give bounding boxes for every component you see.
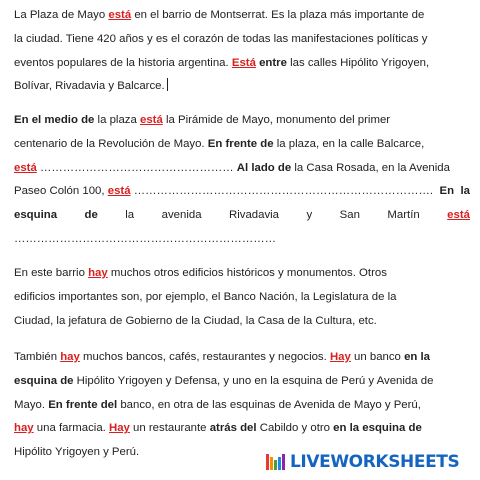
p1-line-4: Bolívar, Rivadavia y Balcarce. [14,75,470,99]
paragraph-1 [14,4,470,99]
p3-line-1: En este barrio hay muchos otros edificios históricos y monumentos. Otros [14,267,387,279]
text-cursor [167,78,168,91]
answer-hay[interactable]: hay [60,351,80,363]
blank-dots[interactable]: …………………………………………… [36,161,237,174]
answer-esta[interactable]: está [107,185,131,198]
answer-esta[interactable]: Está [231,56,256,69]
answer-esta[interactable]: está [14,161,37,174]
keyword-entre: entre [255,56,287,69]
p4-line-1: También hay muchos bancos, cafés, restaurantes y negocios. Hay un banco en la [14,351,431,363]
answer-hay[interactable]: hay [88,267,108,279]
p4-line-3: Mayo. En frente del banco, en otra de las esquinas de Avenida de Mayo y Perú, [14,398,421,411]
answer-hay[interactable]: Hay [329,351,351,363]
p2-line-3: está …………………………………………… Al lado de la Casa Rosada, en la Avenida [14,161,450,174]
keyword-en-frente: En frente del [48,398,118,411]
p2-line-2: centenario de la Revolución de Mayo. En frente de la plaza, en la calle Balcarce, [14,137,425,150]
p4-line-5: Hipólito Yrigoyen y Perú. [14,446,140,459]
brand-wordmark: LIVEWORKSHEETS [290,452,460,472]
answer-esta[interactable]: está [447,209,470,222]
p2-line-5: esquina de la avenida Rivadavia y San Martín está [14,204,470,228]
paragraph-3 [14,262,470,333]
blank-dots[interactable]: ……………………………………………………………………. [130,185,434,198]
answer-hay[interactable]: Hay [108,422,130,435]
p3-line-2: edificios importantes son, por ejemplo, el Banco Nación, la Legislatura de la [14,290,397,303]
liveworksheets-mark-icon [266,452,288,472]
p4-line-2: esquina de Hipólito Yrigoyen y Defensa, y uno en la esquina de Perú y Avenida de [14,374,434,387]
answer-esta[interactable]: está [139,114,163,126]
p4-line-4: hay una farmacia. Hay un restaurante atrás del Cabildo y otro en la esquina de [14,422,422,435]
liveworksheets-logo [266,452,459,472]
blank-dots[interactable]: …………………………………………………………… [14,232,276,245]
p1-line-2: la ciudad. Tiene 420 años y es el corazón de todas las manifestaciones políticas y [14,32,428,45]
keyword-en-el-medio: En el medio de [14,114,95,126]
paragraph-4 [14,346,470,465]
p1-line-3: eventos populares de la historia argentina. Está entre las calles Hipólito Yrigoyen, [14,56,430,69]
paragraph-2 [14,109,470,252]
p2-line-4: Paseo Colón 100, está ……………………………………………………………………. En la [14,185,470,198]
answer-hay[interactable]: hay [14,422,34,435]
keyword-al-lado: Al lado de [236,161,292,174]
keyword-en-frente: En frente de [207,137,274,150]
answer-esta[interactable]: está [108,9,132,21]
p1-line-1: La Plaza de Mayo está en el barrio de Montserrat. Es la plaza más importante de [14,9,425,21]
keyword-atras: atrás del [209,422,257,435]
p2-line-1: En el medio de la plaza está la Pirámide de Mayo, monumento del primer [14,114,391,126]
p3-line-3: Ciudad, la jefatura de Gobierno de la Ciudad, la Casa de la Cultura, etc. [14,314,377,327]
